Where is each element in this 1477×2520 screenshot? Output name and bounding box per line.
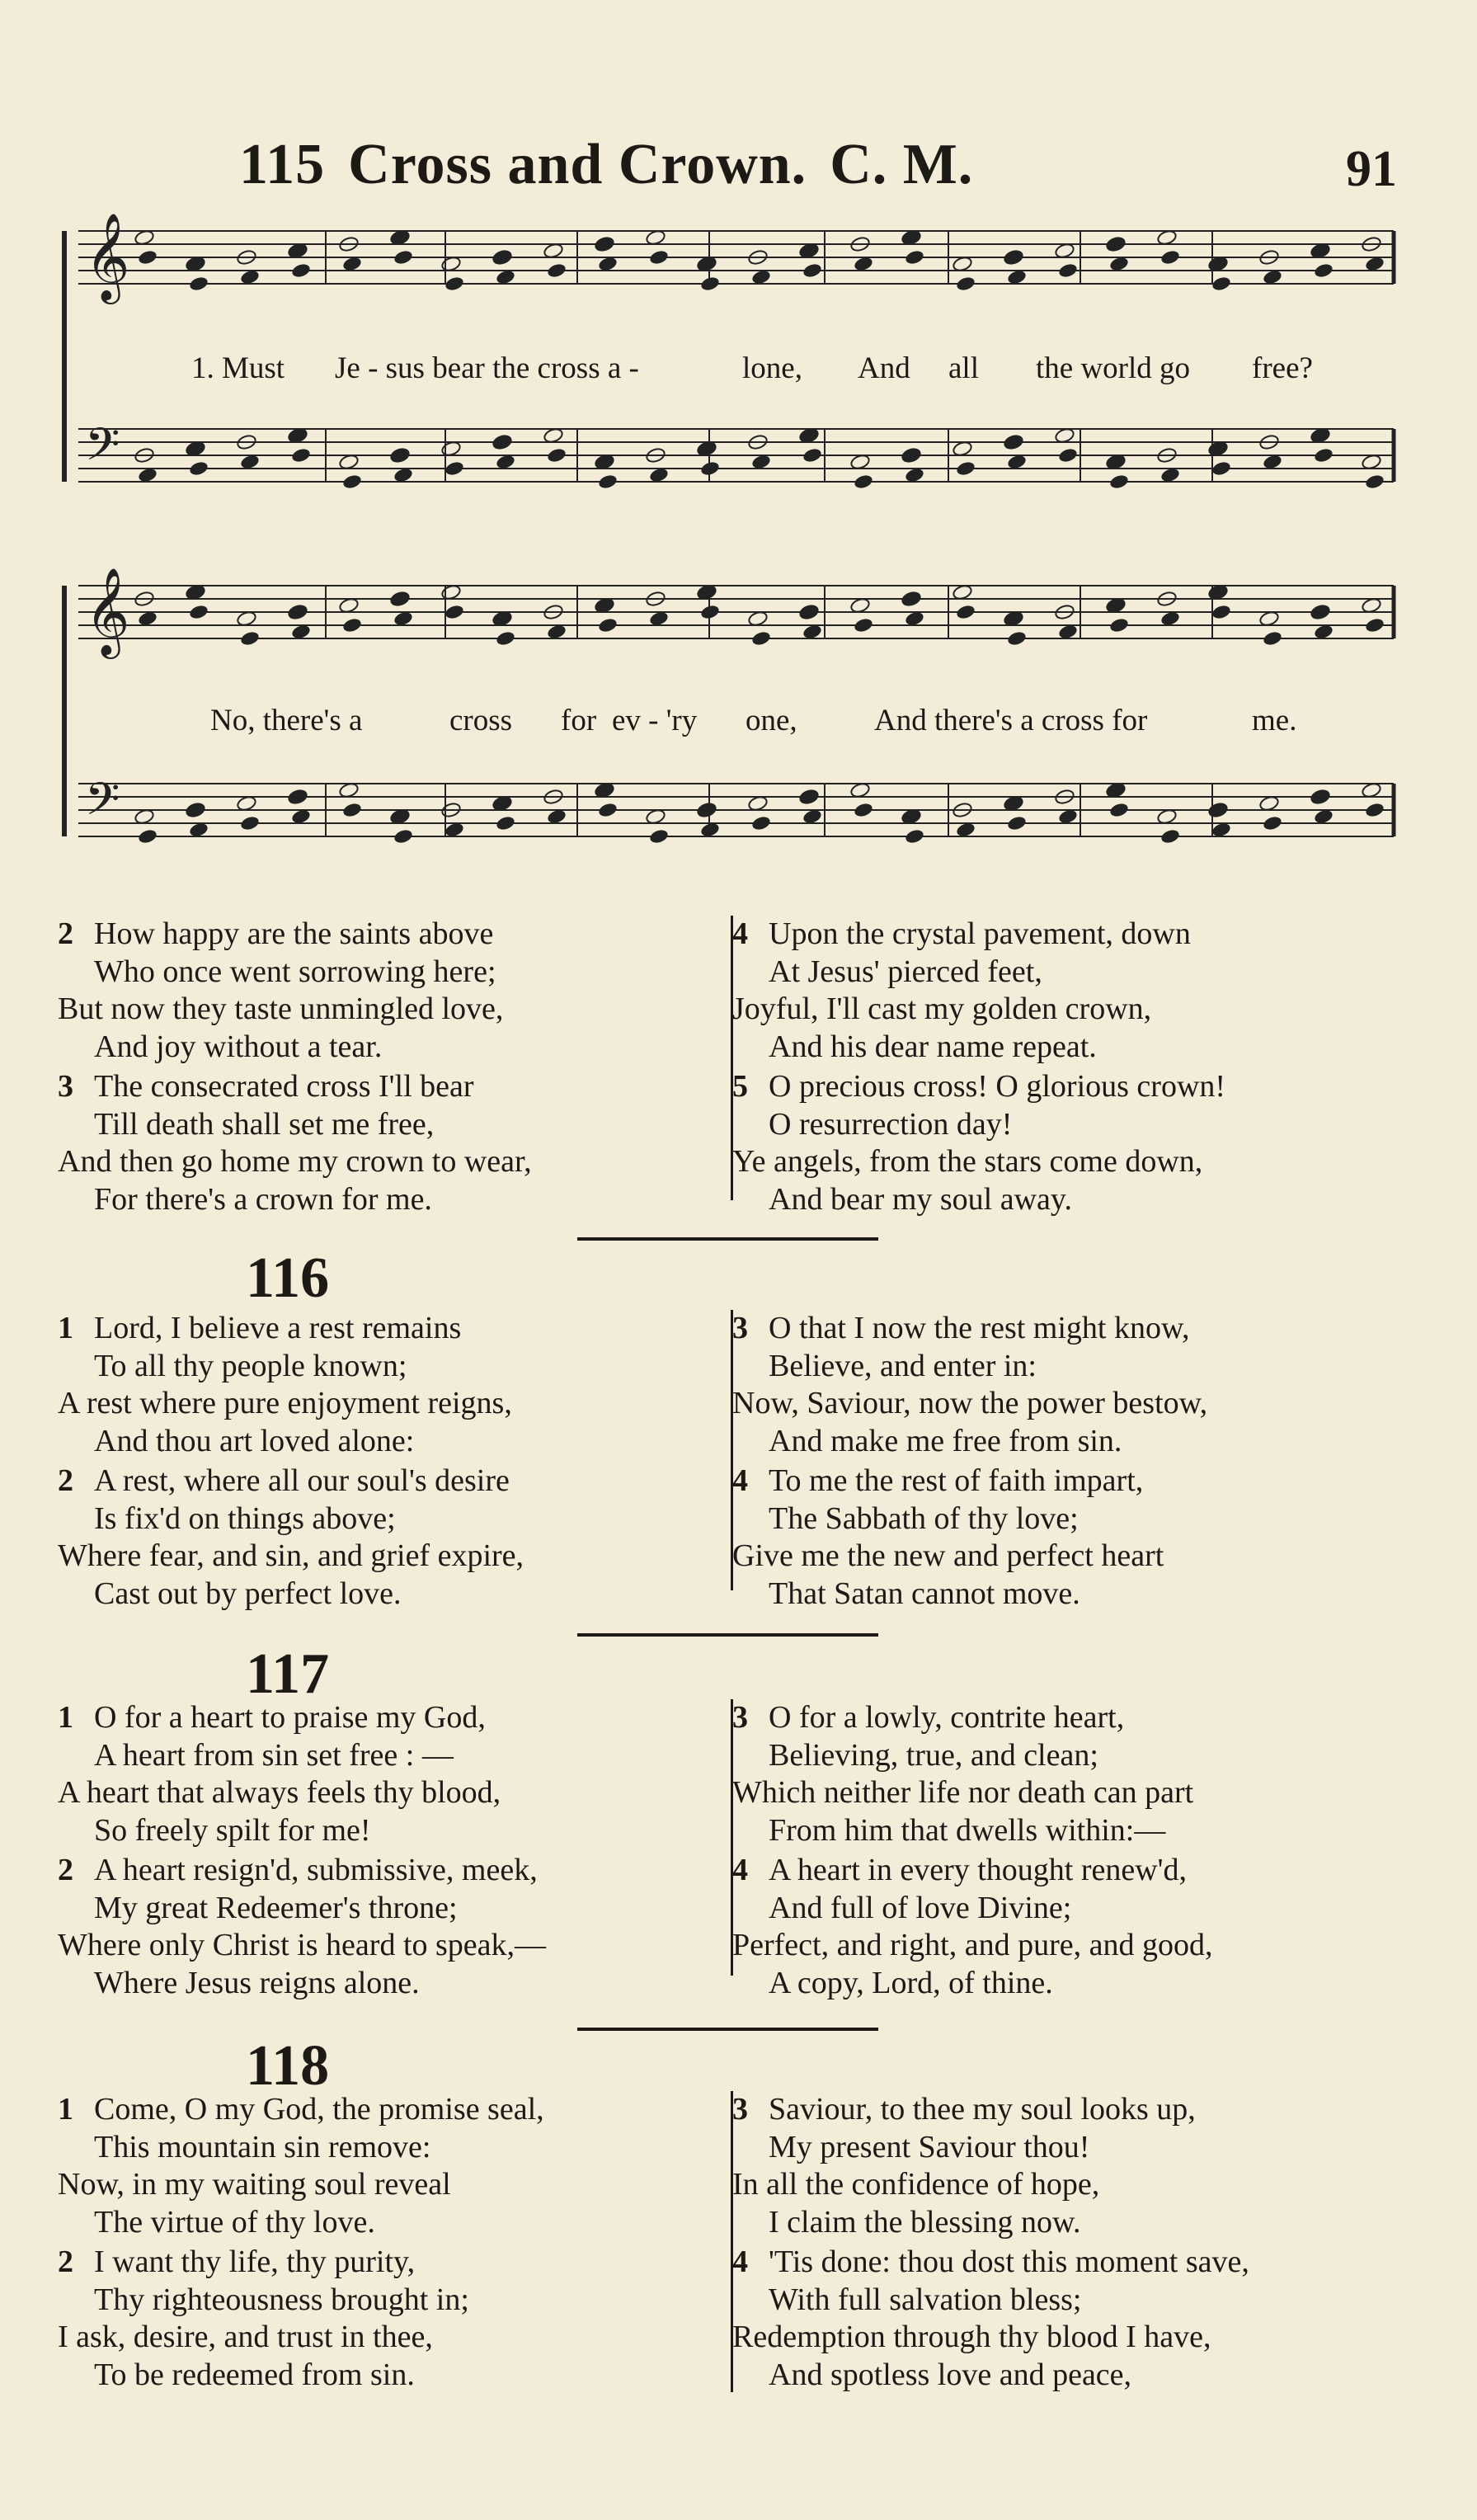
verse-number: 2 [58,916,73,951]
verse-line: The Sabbath of thy love; [769,1500,1079,1536]
verse-line: Now, in my waiting soul reveal [58,2167,451,2202]
note-head [1207,802,1228,819]
verse-line: Who once went sorrowing here; [94,954,496,989]
verse-line: So freely spilt for me! [94,1812,371,1848]
note-head [137,828,158,845]
verse-number: 4 [732,2244,748,2279]
verse-line: And then go home my crown to wear, [58,1144,532,1179]
note-head [1159,828,1180,845]
note-head [492,249,512,266]
note-head [853,473,873,491]
verse-line: My present Saviour thou! [769,2129,1090,2164]
note-head [290,262,311,280]
note-head [389,591,410,608]
verse-line: And make me free from sin. [769,1423,1122,1458]
hymn-number: 115 [239,133,326,196]
note-head [648,249,669,266]
note-head [287,789,308,806]
verse-5 [732,1068,1225,1218]
verse-line: And bear my soul away. [769,1181,1072,1217]
verse-line: This mountain sin remove: [94,2129,431,2164]
verse-text: Come, O my God, the promise seal, [94,2092,544,2127]
lyric-l2-5: And there's a cross for [874,704,1148,737]
verse-line [58,1852,546,1890]
verse-line [732,1852,1213,1890]
verse-3 [58,1068,532,1218]
note-head [1262,630,1282,648]
note-head [389,447,410,464]
note-head [1310,604,1330,621]
verse-line [58,1310,512,1348]
note-head [904,828,924,845]
verse-text: A heart resign'd, submissive, meek, [94,1853,538,1887]
note-head [1313,262,1334,280]
verse-line: Ye angels, from the stars come down, [732,1144,1203,1179]
note-head [597,473,618,491]
note-head [594,236,614,253]
note-head [1211,276,1231,293]
hymn-meter: C. M. [830,133,974,196]
note-head [290,447,311,464]
verse-number: 1 [58,2092,73,2127]
verse-line: Believing, true, and clean; [769,1737,1098,1773]
note-head [546,447,567,464]
note-head [1211,604,1231,621]
verse-number: 2 [58,1463,73,1498]
verse-line: A rest where pure enjoyment reigns, [58,1386,512,1420]
note-head [1006,630,1027,648]
note-head [597,617,618,634]
lyric-l1-5: the world go [1036,351,1191,385]
treble-clef-icon: 𝄞 [85,212,130,300]
verse-text: O that I now the rest might know, [769,1311,1190,1345]
note-head [1108,802,1129,819]
verse-line: Give me the new and perfect heart [732,1538,1164,1573]
note-head [699,276,720,293]
note-head [853,617,873,634]
verse-line: Is fix'd on things above; [94,1500,396,1536]
verse-4 [732,1852,1213,2002]
verse-line: And spotless love and peace, [769,2357,1132,2392]
note-head [955,276,976,293]
hymn-number: 117 [246,1642,330,1706]
note-head [287,604,308,621]
bass-clef-icon: 𝄢 [85,773,120,836]
verse-number: 3 [732,1700,748,1735]
lyric-l2-2: for [561,704,597,737]
verse-line: Thy righteousness brought in; [94,2282,469,2317]
note-head [1105,236,1126,253]
note-head [802,447,822,464]
note-head [901,591,921,608]
note-head [444,460,464,478]
verse-4 [732,1463,1164,1613]
verse-text: 'Tis done: thou dost this moment save, [769,2244,1249,2279]
verse-line: Till death shall set me free, [94,1106,435,1142]
note-head [802,262,822,280]
note-head [393,828,413,845]
verse-4 [732,916,1191,1066]
note-head [853,802,873,819]
verse-line: To all thy people known; [94,1348,407,1383]
verse-number: 2 [58,2244,73,2279]
verse-line: Believe, and enter in: [769,1348,1037,1383]
note-head [1364,617,1385,634]
treble-clef-icon: 𝄞 [85,567,130,655]
verse-1 [58,1699,501,1849]
verse-line: For there's a crown for me. [94,1181,432,1217]
verse-line [58,1699,501,1737]
bass-clef-icon: 𝄢 [85,418,120,482]
note-head [901,447,921,464]
verse-line: And thou art loved alone: [94,1423,415,1458]
verse-line [58,2091,544,2129]
section-rule [577,2028,878,2031]
verse-line: Now, Saviour, now the power bestow, [732,1386,1208,1420]
lyric-l1-1: Je - sus bear the cross a - [335,351,639,385]
verse-line [732,1699,1193,1737]
verse-line: To be redeemed from sin. [94,2357,415,2392]
note-head [185,802,205,819]
note-head [1003,249,1023,266]
lyric-l2-1: cross [449,704,513,737]
hymn-number: 118 [246,2034,330,2098]
note-head [1211,460,1231,478]
verse-line: Where fear, and sin, and grief expire, [58,1538,524,1573]
verse-2 [58,1463,524,1613]
verse-text: O precious cross! O glorious crown! [769,1069,1226,1104]
lyric-l1-6: free? [1252,351,1313,385]
verse-line [58,1068,532,1106]
lyric-l2-6: me. [1252,704,1297,737]
note-head [1057,447,1078,464]
note-head [597,802,618,819]
verse-line: That Satan cannot move. [769,1576,1080,1611]
note-head [495,630,515,648]
note-head [1310,789,1330,806]
note-head [699,604,720,621]
verse-line [732,1463,1164,1500]
page-header [0,132,1477,206]
verse-line: And full of love Divine; [769,1890,1072,1925]
verse-text: I want thy life, thy purity, [94,2244,416,2279]
verse-line [732,1068,1225,1106]
verse-number: 3 [58,1069,73,1104]
note-head [696,802,717,819]
verse-text: A rest, where all our soul's desire [94,1463,510,1498]
verse-text: How happy are the saints above [94,916,494,951]
verse-line: Which neither life nor death can part [732,1775,1194,1810]
verse-text: Saviour, to thee my soul looks up, [769,2092,1196,2127]
note-head [341,802,362,819]
section-rule [577,1237,878,1241]
verse-3 [732,1699,1193,1849]
note-head [798,604,819,621]
verse-line [732,2244,1249,2282]
verse-line: Joyful, I'll cast my golden crown, [732,992,1152,1026]
verse-line: Perfect, and right, and pure, and good, [732,1928,1213,1962]
verse-line: A heart from sin set free : — [94,1737,454,1773]
verse-2 [58,916,503,1066]
note-head [393,249,413,266]
verse-line: Where Jesus reigns alone. [94,1965,420,2000]
verse-line: O resurrection day! [769,1106,1013,1142]
note-head [648,828,669,845]
verse-line: The virtue of thy love. [94,2204,375,2240]
note-head [1057,262,1078,280]
verse-line: My great Redeemer's throne; [94,1890,458,1925]
verse-line [732,2091,1196,2129]
verse-line [58,1463,524,1500]
verse-text: The consecrated cross I'll bear [94,1069,474,1104]
note-head [1364,802,1385,819]
lyric-l1-4: all [948,351,979,385]
verse-number: 1 [58,1311,73,1345]
note-head [1313,447,1334,464]
note-head [1364,473,1385,491]
note-head [341,617,362,634]
note-head [1006,815,1027,832]
note-head [239,815,260,832]
hymn-heading [239,132,996,198]
note-head [341,473,362,491]
verse-number: 3 [732,1311,748,1345]
music-score [0,198,1477,891]
verse-text: A heart in every thought renew'd, [769,1853,1188,1887]
verse-2 [58,1852,546,2002]
note-head [546,262,567,280]
verse-line [732,1310,1207,1348]
verse-line: And joy without a tear. [94,1029,383,1064]
note-head [904,249,924,266]
note-head [1159,249,1180,266]
verse-3 [732,1310,1207,1460]
score-svg [0,198,1477,891]
lyric-l2-3: ev - 'ry [612,704,698,737]
verse-line: I claim the blessing now. [769,2204,1081,2240]
verse-2 [58,2244,469,2394]
note-head [239,630,260,648]
verse-line: Redemption through thy blood I have, [732,2320,1211,2354]
verse-number: 2 [58,1853,73,1887]
lyric-l2-4: one, [746,704,797,737]
verse-line [58,2244,469,2282]
note-head [1003,434,1023,451]
lyric-l1-2: lone, [742,351,802,385]
verse-line: Where only Christ is heard to speak,— [58,1928,547,1962]
verse-3 [732,2091,1196,2241]
verse-text: Lord, I believe a rest remains [94,1311,462,1345]
verse-line: I ask, desire, and trust in thee, [58,2320,433,2354]
verse-1 [58,1310,512,1460]
verse-4 [732,2244,1249,2394]
note-head [188,276,209,293]
hymn-number: 116 [246,1246,330,1310]
note-head [750,815,771,832]
note-head [955,604,976,621]
verse-line [732,916,1191,954]
note-head [188,460,209,478]
verse-line: Cast out by perfect love. [94,1576,402,1611]
verse-line: With full salvation bless; [769,2282,1082,2317]
note-head [444,604,464,621]
note-head [1108,617,1129,634]
note-head [137,249,158,266]
note-head [1262,815,1282,832]
note-head [750,630,771,648]
verse-line: At Jesus' pierced feet, [769,954,1042,989]
section-rule [577,1633,878,1637]
lyric-l2-0: No, there's a [210,704,363,737]
note-head [444,276,464,293]
note-head [798,789,819,806]
note-head [1108,473,1129,491]
verse-line: But now they taste unmingled love, [58,992,504,1026]
page-number: 91 [1346,141,1397,197]
verse-text: O for a lowly, contrite heart, [769,1700,1125,1735]
note-head [699,460,720,478]
note-head [188,604,209,621]
verse-number: 4 [732,1463,748,1498]
verse-1 [58,2091,544,2241]
note-head [495,815,515,832]
lyric-l1-3: And [858,351,910,385]
verse-text: O for a heart to praise my God, [94,1700,486,1735]
verse-line: And his dear name repeat. [769,1029,1097,1064]
note-head [955,460,976,478]
verse-line: In all the confidence of hope, [732,2167,1100,2202]
verse-number: 5 [732,1069,748,1104]
verse-line [58,916,503,954]
verse-number: 1 [58,1700,73,1735]
verse-number: 3 [732,2092,748,2127]
verse-text: To me the rest of faith impart, [769,1463,1144,1498]
verse-number: 4 [732,1853,748,1887]
hymn-title: Cross and Crown. [348,133,807,196]
verse-line: A heart that always feels thy blood, [58,1775,501,1810]
verse-line: A copy, Lord, of thine. [769,1965,1053,2000]
verse-text: Upon the crystal pavement, down [769,916,1191,951]
verse-line: From him that dwells within:— [769,1812,1166,1848]
lyric-l1-0: 1. Must [191,351,285,385]
verse-number: 4 [732,916,748,951]
note-head [492,434,512,451]
